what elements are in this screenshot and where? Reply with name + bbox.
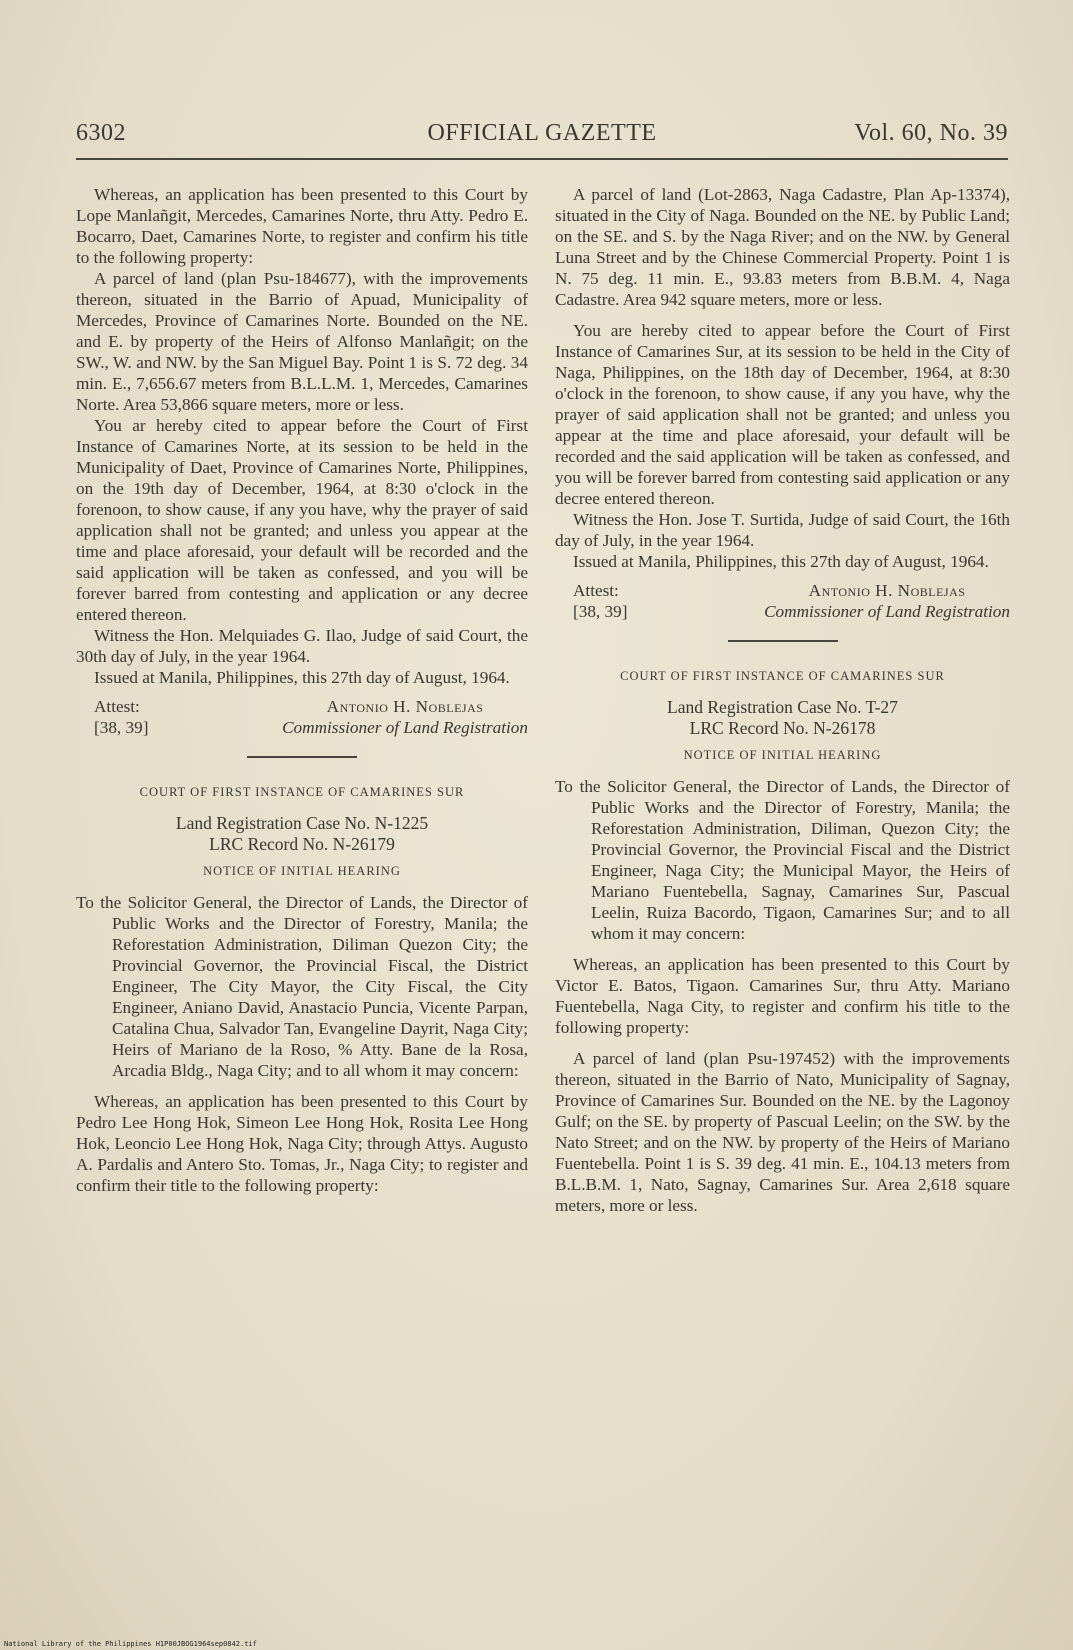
header-rule: [76, 158, 1008, 160]
paragraph: A parcel of land (Lot-2863, Naga Cadastre, Plan Ap-13374), situated in the City of Naga. Bounded on the NE. by Public Land; on the SE. and S. by the Naga River; and on the NW. by General Luna Street and by the Chinese Commercial Property. Point 1 is N. 75 deg. 11 min. E., 93.83 meters from B.B.M. 4, Naga Cadastre. Area 942 square meters, more or less.: [555, 185, 1010, 309]
volume-number: Vol. 60, No. 39: [854, 120, 1008, 146]
addressees: To the Solicitor General, the Director of Lands, the Director of Public Works and the Director of Forestry, Manila; the Reforestation Administration, Diliman Quezon City; the Provincial Governor, the Provincial Fiscal, the District Engineer, The City Mayor, the City Fiscal, the City Engineer, Aniano David, Anastacio Puncia, Vicente Parpan, Catalina Chua, Salvador Tan, Evangeline Dayrit, Naga City; Heirs of Mariano de la Roso, % Atty. Bane de la Rosa, Arcadia Bldg., Naga City; and to all whom it may concern:: [76, 893, 528, 1080]
paragraph: You ar hereby cited to appear before the Court of First Instance of Camarines Norte, at its session to be held in the Municipality of Daet, Province of Camarines Norte, Philippines, on the 19th day of December, 1964, at 8:30 o'clock in the forenoon, to show cause, if any you have, why the prayer of said application shall not be granted; and unless you appear at the time and place aforesaid, your default will be recorded and the said application will be taken as confessed, and you will be forever barred from contesting and application or any decree entered thereon.: [76, 416, 528, 624]
attest-title: Commissioner of Land Registration: [282, 718, 528, 737]
attest-label: Attest:: [573, 581, 619, 600]
case-number: Land Registration Case No. N-1225: [175, 813, 429, 833]
right-column: [555, 184, 1010, 1216]
court-heading: COURT OF FIRST INSTANCE OF CAMARINES SUR: [139, 785, 465, 799]
paragraph: Issued at Manila, Philippines, this 27th day of August, 1964.: [573, 552, 989, 571]
notice-heading: NOTICE OF INITIAL HEARING: [683, 748, 882, 762]
case-number: Land Registration Case No. T-27: [667, 697, 898, 717]
paragraph: Issued at Manila, Philippines, this 27th day of August, 1964.: [94, 668, 510, 687]
addressees: To the Solicitor General, the Director of Lands, the Director of Public Works and the Director of Forestry, Manila; the Reforestation Administration, Diliman, Quezon City; the Provincial Governor, the Provincial Fiscal and the District Engineer, Naga City; the Municipal Mayor, the Heirs of Mariano Fuentebella, Sagnay, Camarines Sur, Pascual Leelin, Ruiza Bacordo, Tigaon, Camarines Sur; and to all whom it may concern:: [555, 777, 1010, 943]
attest-ref: [38, 39]: [573, 602, 628, 621]
paragraph: You are hereby cited to appear before the Court of First Instance of Camarines Sur, at its session to be held in the City of Naga, Philippines, on the 18th day of December, 1964, at 8:30 o'clock in the forenoon, to show cause, if any you have, why the prayer of said application shall not be granted; and unless you appear at the time and place aforesaid, your default will be recorded and the said application will be taken as confessed, and you will be forever barred from contesting said application or any decree entered thereon.: [555, 321, 1010, 508]
attest-name: Antonio H. Noblejas: [808, 581, 966, 600]
paragraph: Witness the Hon. Melquiades G. Ilao, Judge of said Court, the 30th day of July, in the year 1964.: [76, 626, 528, 666]
paragraph: Whereas, an application has been presented to this Court by Pedro Lee Hong Hok, Simeon Lee Hong Hok, Rosita Lee Hong Hok, Leoncio Lee Hong Hok, Naga City; through Attys. Augusto A. Pardalis and Antero Sto. Tomas, Jr., Naga City; to register and confirm their title to the following property:: [76, 1092, 528, 1195]
attest-title: Commissioner of Land Registration: [764, 602, 1010, 621]
paragraph: Whereas, an application has been presented to this Court by Victor E. Batos, Tigaon. Camarines Sur, thru Atty. Mariano Fuentebella, Naga City, to register and confirm his title to the following property:: [555, 955, 1010, 1037]
paragraph: A parcel of land (plan Psu-197452) with the improvements thereon, situated in the Barrio of Nato, Municipality of Sagnay, Province of Camarines Sur. Bounded on the NE. by the Lagonoy Gulf; on the SE. by property of Pascual Leelin; on the SW. by the Nato Street; and on the NW. by property of the Heirs of Mariano Fuentebella. Point 1 is S. 39 deg. 41 min. E., 104.13 meters from B.L.B.M. 1, Nato, Sagnay, Camarines Sur. Area 2,618 square meters, more or less.: [555, 1049, 1010, 1215]
paragraph: Witness the Hon. Jose T. Surtida, Judge of said Court, the 16th day of July, in the year 1964.: [555, 510, 1010, 550]
notice-heading: NOTICE OF INITIAL HEARING: [203, 864, 401, 878]
scan-credit: National Library of the Philippines H1P00JBOG1964sep0842.tif: [4, 1640, 257, 1648]
attest-block: [555, 580, 1010, 622]
left-column: [76, 184, 528, 1196]
attest-ref: [38, 39]: [94, 718, 149, 737]
lrc-record: LRC Record No. N-26178: [689, 718, 876, 738]
publication-title: OFFICIAL GAZETTE: [427, 120, 657, 146]
section-divider: [728, 640, 838, 642]
attest-label: Attest:: [94, 697, 140, 716]
lrc-record: LRC Record No. N-26179: [209, 834, 395, 854]
paragraph: Whereas, an application has been presented to this Court by Lope Manlañgit, Mercedes, Camarines Norte, thru Atty. Pedro E. Bocarro, Daet, Camarines Norte, to register and confirm his title to the following property:: [76, 185, 528, 267]
page-header: [76, 120, 1008, 160]
paragraph: A parcel of land (plan Psu-184677), with the improvements thereon, situated in the Barrio of Apuad, Municipality of Mercedes, Province of Camarines Norte. Bounded on the NE. and E. by property of the Heirs of Alfonso Manlañgit; on the SW., W. and NW. by the San Miguel Bay. Point 1 is S. 72 deg. 34 min. E., 7,656.67 meters from B.L.L.M. 1, Mercedes, Camarines Norte. Area 53,866 square meters, more or less.: [76, 269, 528, 414]
attest-block: [76, 696, 528, 738]
court-heading: COURT OF FIRST INSTANCE OF CAMARINES SUR: [620, 669, 945, 683]
section-divider: [247, 756, 357, 758]
attest-name: Antonio H. Noblejas: [326, 697, 484, 716]
page-number: 6302: [76, 120, 126, 146]
